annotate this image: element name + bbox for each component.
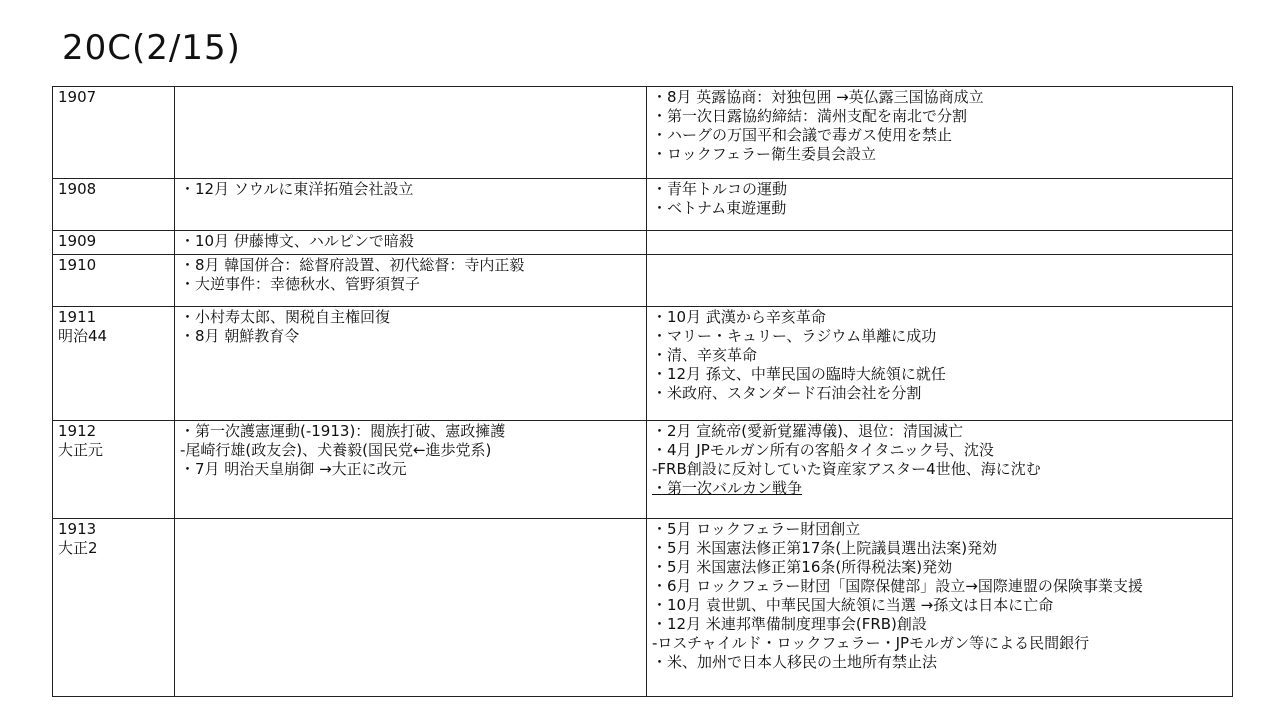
world-events-cell xyxy=(647,179,1233,231)
japan-event: ・8月 朝鮮教育令 xyxy=(180,327,300,345)
world-events-cell xyxy=(647,255,1233,307)
world-event: ・12月 米連邦準備制度理事会(FRB)創設 xyxy=(652,615,927,633)
world-events-cell xyxy=(647,519,1233,697)
year-label: 1911 xyxy=(58,308,97,326)
japan-event: ・小村寿太郎、関税自主権回復 xyxy=(180,308,391,326)
world-event: ・5月 米国憲法修正第16条(所得税法案)発効 xyxy=(652,558,953,576)
world-event: ・ロックフェラー衛生委員会設立 xyxy=(652,145,876,163)
world-event: -FRB創設に反対していた資産家アスター4世他、海に沈む xyxy=(652,460,1041,478)
japan-events-cell xyxy=(175,87,647,179)
japan-events-cell xyxy=(175,255,647,307)
year-cell xyxy=(53,421,175,519)
era-label: 大正元 xyxy=(58,441,104,459)
world-event-underlined: ・第一次バルカン戦争 xyxy=(652,479,803,497)
timeline-table xyxy=(52,86,1233,697)
year-cell xyxy=(53,179,175,231)
world-events-cell xyxy=(647,87,1233,179)
world-event: ・10月 袁世凱、中華民国大統領に当選 →孫文は日本に亡命 xyxy=(652,596,1054,614)
japan-events-cell xyxy=(175,179,647,231)
page-title: 20C(2/15) xyxy=(62,28,241,68)
world-events-cell xyxy=(647,307,1233,421)
japan-event: -尾崎行雄(政友会)、犬養毅(国民党←進歩党系) xyxy=(180,441,492,459)
japan-event: ・7月 明治天皇崩御 →大正に改元 xyxy=(180,460,407,478)
timeline-body xyxy=(53,87,1233,697)
world-event: ・4月 JPモルガン所有の客船タイタニック号、沈没 xyxy=(652,441,994,459)
year-label: 1908 xyxy=(58,180,97,198)
world-event: ・清、辛亥革命 xyxy=(652,346,758,364)
world-event: ・青年トルコの運動 xyxy=(652,180,788,198)
table-row xyxy=(53,87,1233,179)
era-label: 大正2 xyxy=(58,539,98,557)
year-label: 1910 xyxy=(58,256,97,274)
japan-events-cell xyxy=(175,231,647,255)
world-event: ・ベトナム東遊運動 xyxy=(652,199,787,217)
year-cell xyxy=(53,307,175,421)
world-event: ・5月 米国憲法修正第17条(上院議員選出法案)発効 xyxy=(652,539,998,557)
year-cell xyxy=(53,255,175,307)
era-label: 明治44 xyxy=(58,327,108,345)
world-event: ・5月 ロックフェラー財団創立 xyxy=(652,520,861,538)
world-event: ・第一次日露協約締結：満州支配を南北で分割 xyxy=(652,107,968,125)
table-row xyxy=(53,307,1233,421)
table-row xyxy=(53,421,1233,519)
japan-event: ・10月 伊藤博文、ハルピンで暗殺 xyxy=(180,232,414,250)
japan-event: ・大逆事件：幸徳秋水、管野須賀子 xyxy=(180,275,421,293)
world-event: ・8月 英露協商：対独包囲 →英仏露三国協商成立 xyxy=(652,88,984,106)
world-event: ・米、加州で日本人移民の土地所有禁止法 xyxy=(652,653,938,671)
year-label: 1913 xyxy=(58,520,97,538)
world-event: ・10月 武漢から辛亥革命 xyxy=(652,308,826,326)
world-event: ・米政府、スタンダード石油会社を分割 xyxy=(652,384,922,402)
world-event: ・ハーグの万国平和会議で毒ガス使用を禁止 xyxy=(652,126,953,144)
world-events-cell xyxy=(647,231,1233,255)
world-event: ・6月 ロックフェラー財団「国際保健部」設立→国際連盟の保険事業支援 xyxy=(652,577,1143,595)
year-cell xyxy=(53,87,175,179)
table-row xyxy=(53,255,1233,307)
year-label: 1912 xyxy=(58,422,97,440)
table-row xyxy=(53,231,1233,255)
world-event: ・2月 宣統帝(愛新覚羅溥儀)、退位：清国滅亡 xyxy=(652,422,964,440)
world-event: -ロスチャイルド・ロックフェラー・JPモルガン等による民間銀行 xyxy=(652,634,1090,652)
japan-event: ・8月 韓国併合：総督府設置、初代総督：寺内正毅 xyxy=(180,256,525,274)
japan-event: ・第一次護憲運動(-1913)：閥族打破、憲政擁護 xyxy=(180,422,506,440)
world-event: ・マリー・キュリー、ラジウム単離に成功 xyxy=(652,327,937,345)
world-event: ・12月 孫文、中華民国の臨時大統領に就任 xyxy=(652,365,946,383)
japan-event: ・12月 ソウルに東洋拓殖会社設立 xyxy=(180,180,414,198)
world-events-cell xyxy=(647,421,1233,519)
year-label: 1909 xyxy=(58,232,97,250)
year-cell xyxy=(53,519,175,697)
japan-events-cell xyxy=(175,519,647,697)
japan-events-cell xyxy=(175,421,647,519)
year-cell xyxy=(53,231,175,255)
table-row xyxy=(53,179,1233,231)
table-row xyxy=(53,519,1233,697)
year-label: 1907 xyxy=(58,88,97,106)
japan-events-cell xyxy=(175,307,647,421)
